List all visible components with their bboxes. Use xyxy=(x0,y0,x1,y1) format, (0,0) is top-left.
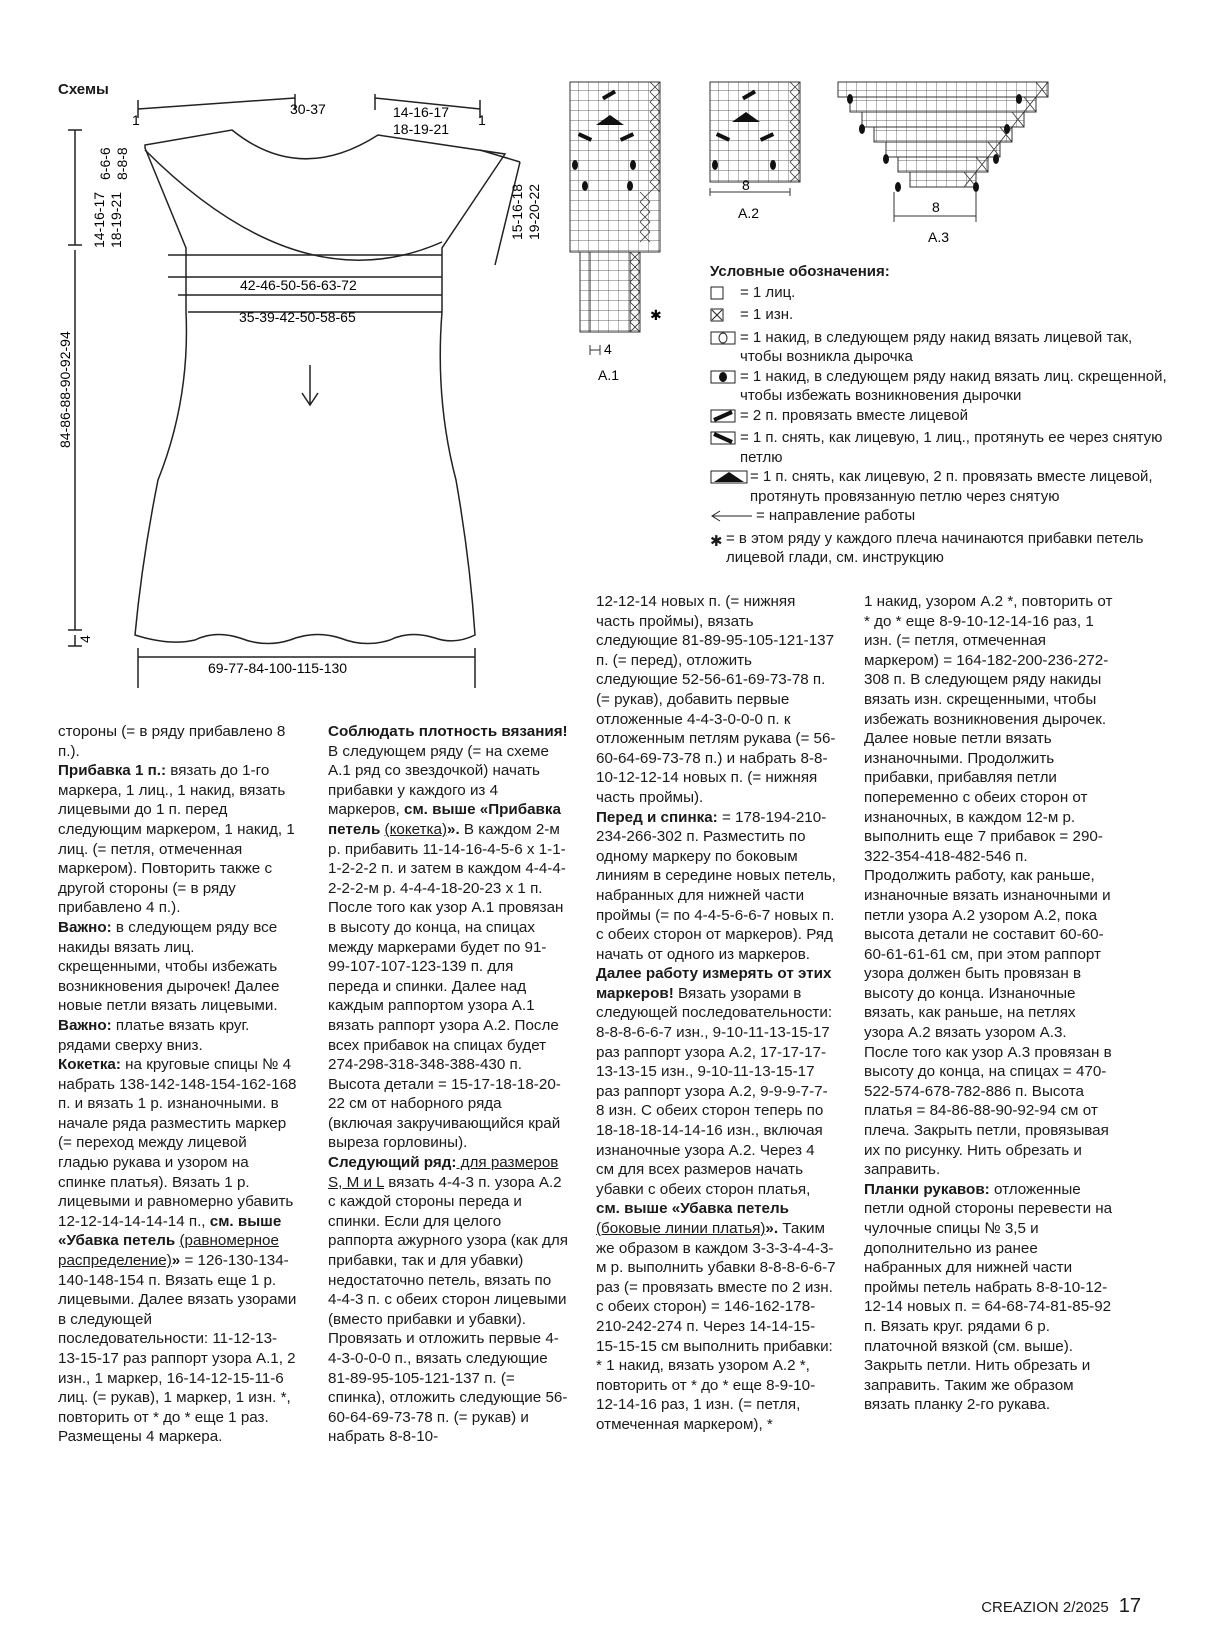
skp-icon xyxy=(710,431,736,445)
left-yoke-label-1: 14-16-17 xyxy=(91,191,107,248)
chart-a2-label: A.2 xyxy=(738,205,760,221)
knit-symbol-icon xyxy=(710,286,724,300)
star-icon: ✱ xyxy=(710,532,723,550)
page-number: 17 xyxy=(1118,1595,1141,1617)
chest-width-label: 42-46-50-56-63-72 xyxy=(240,277,357,293)
legend-item-sk2p: = 1 п. снять, как лицевую, 2 п. провязать вместе лицевой, протянуть провязанную петлю через снятую xyxy=(710,467,1170,506)
hem-width-label: 69-77-84-100-115-130 xyxy=(208,660,348,676)
text-column-1: стороны (= в ряду прибавлено 8 п.). Прибавка 1 п.: вязать до 1-го маркера, 1 лиц., 1 накид, вязать лицевыми до 1 п. перед следующим маркером, 1 накид, 1 лиц. (= петля, отмеченная маркером). Повторить также с другой стороны (= в ряду прибавлено 4 п.). Важно: в следующем ряду все накиды вязать лиц. скрещенными, чтобы избежать возникновения дырочек! Далее новые петли вязать лицевыми. Важно: платье вязать круг. рядами сверху вниз. Кокетка: на круговые спицы № 4 набрать 138-142-148-154-162-168 п. и вязать 1 р. изнаночными. в начале ряда разместить маркер (= переход между лицевой гладью рукава и узором на спинке платья). Вязать 1 р. лицевыми и равномерно убавить 12-12-14-14-14-14 п., см. выше «Убавка петель (равномерное распределение)» = 126-130-134-140-148-154 п. Вязать еще 1 р. лицевыми. Далее вязать узорами в следующей последовательности: 11-12-13-13-15-17 раз раппорт узора А.1, 2 изн., 1 маркер, 16-14-12-15-11-6 лиц. (= рукав), 1 маркер, 1 изн. *, повторить от * до * еще 1 раз. Размещены 4 маркера. xyxy=(58,723,297,1446)
yarn-over-twisted-icon xyxy=(710,370,736,384)
k2tog-icon xyxy=(710,409,736,423)
chart-a1-label: A.1 xyxy=(598,367,620,383)
dress-schematic xyxy=(50,90,550,700)
chart-a1-star: ✱ xyxy=(650,307,662,323)
chart-a3-repeat: 8 xyxy=(932,199,940,215)
page-footer xyxy=(981,1595,1141,1618)
shoulder-label-1: 14-16-17 xyxy=(393,104,450,120)
legend-item-purl: = 1 изн. xyxy=(710,305,1170,328)
armhole-label-1: 15-16-18 xyxy=(509,183,525,240)
direction-arrow-icon xyxy=(710,509,754,523)
armhole-label-2: 19-20-22 xyxy=(526,183,542,240)
neck-width-label: 30-37 xyxy=(290,101,326,117)
text-column-3: 12-12-14 новых п. (= нижняя часть проймы), вязать следующие 81-89-95-105-121-137 п. (= перед), отложить следующие 52-56-61-69-73-78 п. (= рукав), добавить первые отложенные 4-4-3-0-0-0 п. к отложенным петлям рукава (= 56-60-64-69-73-78 п.) и набрать 8-8-10-12-12-14 новых п. (= нижняя часть проймы). Перед и спинка: = 178-194-210-234-266-302 п. Разместить по одному маркеру по боковым линиям в середине новых петель, набранных для нижней части проймы (= по 4-4-5-6-6-7 новых п. с обеих сторон от маркеров). Ряд начать от одного из маркеров. Далее работу измерять от этих маркеров! Вязать узорами в следующей последовательности: 8-8-8-6-6-7 изн., 9-10-11-13-15-17 раз раппорт узора А.2, 17-17-17-13-13-15 изн., 9-10-11-13-15-17 раз раппорт узора А.2, 9-9-9-7-7-8 изн. С обеих сторон теперь по 18-18-18-14-14-16 изн., включая изнаночные узора А.2. Через 4 см для всех размеров начать убавки с обеих сторон платья, см. выше «Убавка петель (боковые линии платья)». Таким же образом в каждом 3-3-3-4-4-3-м р. выполнить убавки 8-8-8-6-6-7 раз (= провязать вместе по 2 изн. с обеих сторон) = 146-162-178-210-242-274 п. Через 14-14-15-15-15-15 см выполнить прибавки: * 1 накид, вязать узором А.2 *, повторить от * до * еще 8-9-10-12-14-16 раз, 1 изн. (= петля, отмеченная маркером), * xyxy=(596,593,836,1433)
chart-a3-label: A.3 xyxy=(928,229,950,245)
length-label: 84-86-88-90-92-94 xyxy=(57,331,73,448)
legend-item-yarn-over-twisted: = 1 накид, в следующем ряду накид вязать лиц. скрещенной, чтобы избежать возникновения дырочки xyxy=(710,367,1170,406)
magazine-name: CREAZION 2/2025 xyxy=(981,1599,1109,1616)
purl-symbol-icon xyxy=(710,308,724,322)
left-top-label-1: 6-6-6 xyxy=(97,147,113,180)
sk2p-icon xyxy=(710,470,748,484)
corner-right-label: 1 xyxy=(478,112,486,128)
yarn-over-hole-icon xyxy=(710,331,736,345)
left-top-label-2: 8-8-8 xyxy=(114,147,130,180)
chart-a2 xyxy=(708,80,808,228)
text-column-4: 1 накид, узором А.2 *, повторить от * до * еще 8-9-10-12-14-16 раз, 1 изн. (= петля, отмеченная маркером) = 164-182-200-236-272-308 п. В следующем ряду накиды вязать изн. скрещенными, чтобы избежать возникновения дырочек. Далее новые петли вязать изнаночными. Продолжить прибавки, прибавляя петли попеременно с обеих сторон от изнаночных, в каждом 12-м р. выполнить еще 7 прибавок = 290-322-354-418-482-546 п. Продолжить работу, как раньше, изнаночные вязать изнаночными и петли узора А.2 узором А.2, пока высота детали не составит 60-60-60-61-61-61 см, при этом раппорт узора должен быть провязан в высоту до конца. Изнаночные вязать, как раньше, на петлях узора А.2 вязать узором А.3. После того как узор А.3 провязан в высоту до конца, на спицах = 470-522-574-678-782-886 п. Высота платья = 84-86-88-90-92-94 см от плеча. Закрыть петли, провязывая их по рисунку. Нить обрезать и заправить. Планки рукавов: отложенные петли одной стороны перевести на чулочные спицы № 3,5 и дополнительно из ранее набранных для нижней части проймы петель набрать 8-8-10-12-12-14 новых п. = 64-68-74-81-85-92 п. Вязать круг. рядами 6 р. платочной вязкой (см. выше). Закрыть петли. Нить обрезать и заправить. Таким же образом вязать планку 2-го рукава. xyxy=(864,593,1113,1414)
chart-a3 xyxy=(836,80,1056,250)
left-yoke-label-2: 18-19-21 xyxy=(108,191,124,248)
legend-item-knit: = 1 лиц. xyxy=(710,283,1170,306)
shoulder-label-2: 18-19-21 xyxy=(393,121,450,137)
legend-item-direction: = направление работы xyxy=(710,506,1170,529)
chart-a1-repeat: 4 xyxy=(604,341,612,357)
waist-width-label: 35-39-42-50-58-65 xyxy=(239,309,356,325)
schemes-title: Схемы xyxy=(58,81,109,98)
legend-item-star: ✱ = в этом ряду у каждого плеча начинаются прибавки петель лицевой глади, см. инструкцию xyxy=(710,529,1144,566)
text-column-2: Соблюдать плотность вязания! В следующем ряду (= на схеме А.1 ряд со звездочкой) начать прибавки у каждого из 4 маркеров, см. выше «Прибавка петель (кокетка)». В каждом 2-м р. прибавить 11-14-16-4-5-6 х 1-1-1-2-2-2 п. и затем в каждом 4-4-4-2-2-2-м р. 4-4-4-18-20-23 х 1 п. После того как узор А.1 провязан в высоту до конца, на спицах между маркерами будет по 91-99-107-107-123-139 п. для переда и спинки. Далее над каждым раппортом узора А.1 вязать раппорт узора А.2. После всех прибавок на спицах будет 274-298-318-348-388-430 п. Высота детали = 15-17-18-18-20-22 см от наборного ряда (включая закручивающийся край выреза горловины). Следующий ряд: для размеров S, M и L вязать 4-4-3 п. узора А.2 с каждой стороны переда и спинки. Если для целого раппорта ажурного узора (как для прибавки, так и для убавки) недостаточно петель, вязать по 4-4-3 п. с обеих сторон лицевыми (вместо прибавки и убавки). Провязать и отложить первые 4-4-3-0-0-0 п., вязать следующие 81-89-95-105-121-137 п. (= спинка), отложить следующие 56-60-64-69-73-78 п. (= рукав) и набрать 8-8-10- xyxy=(328,723,568,1446)
chart-a1 xyxy=(568,80,678,385)
chart-a2-repeat: 8 xyxy=(742,177,750,193)
legend-item-skp: = 1 п. снять, как лицевую, 1 лиц., протянуть ее через снятую петлю xyxy=(710,428,1170,467)
legend-item-yarn-over-hole: = 1 накид, в следующем ряду накид вязать лицевой так, чтобы возникла дырочка xyxy=(710,328,1170,367)
legend xyxy=(710,262,1170,568)
legend-item-k2tog: = 2 п. провязать вместе лицевой xyxy=(710,406,1170,429)
corner-left-label: 1 xyxy=(132,112,140,128)
legend-title: Условные обозначения: xyxy=(710,263,890,280)
hem-edge-label: 4 xyxy=(77,635,93,643)
